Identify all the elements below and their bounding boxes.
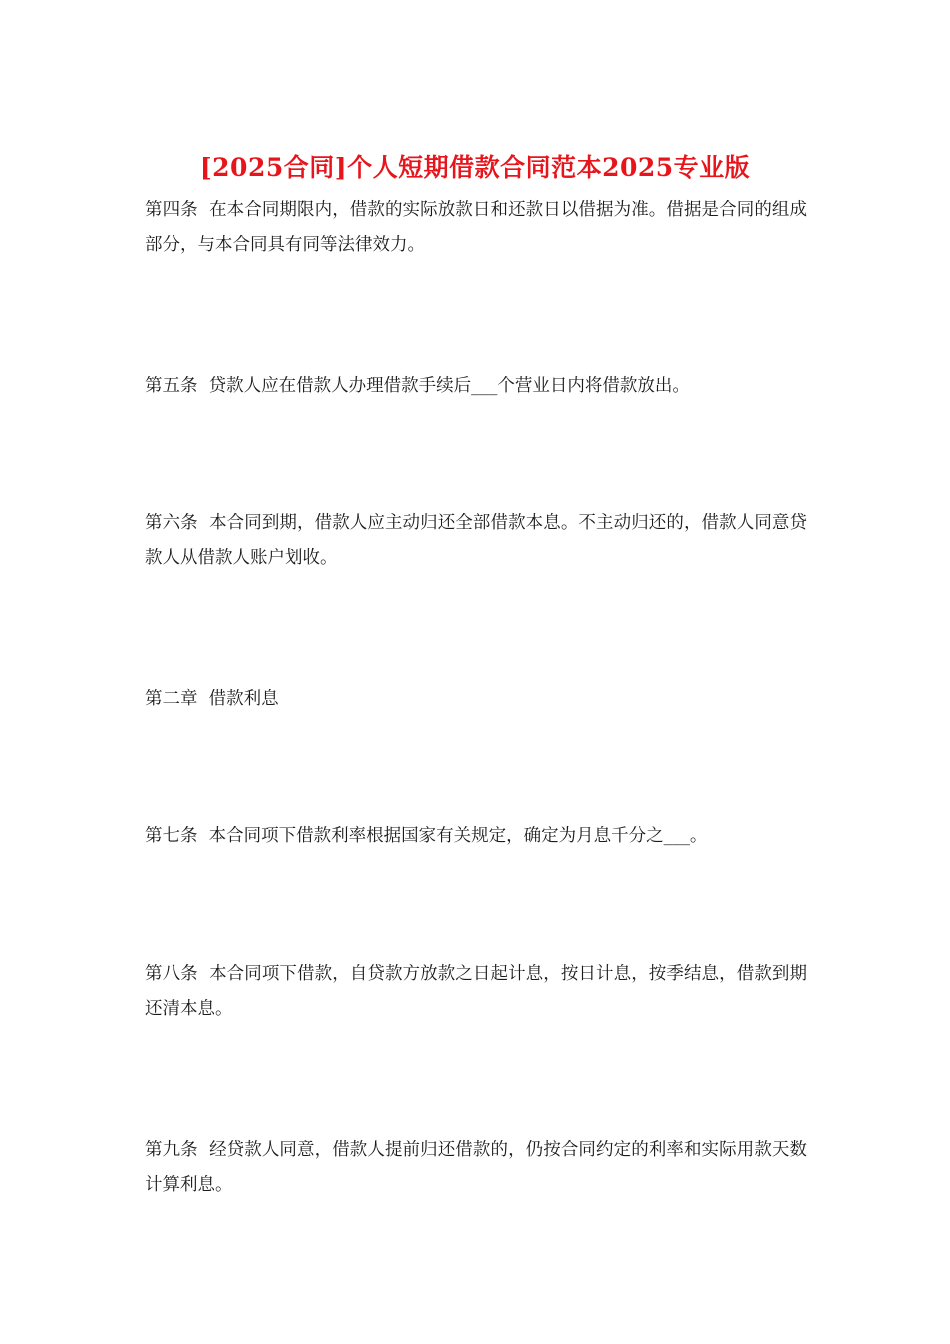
- clause-6: 第六条 本合同到期，借款人应主动归还全部借款本息。不主动归还的，借款人同意贷款人从借款人账户划收。: [145, 513, 807, 568]
- document-title: [2025合同]个人短期借款合同范本2025专业版: [199, 153, 751, 182]
- clause-9: 第九条 经贷款人同意，借款人提前归还借款的，仍按合同约定的利率和实际用款天数计算利息。: [145, 1140, 807, 1195]
- clause-4: 第四条 在本合同期限内，借款的实际放款日和还款日以借据为准。借据是合同的组成部分，与本合同具有同等法律效力。: [145, 200, 807, 255]
- clause-5: 第五条 贷款人应在借款人办理借款手续后___个营业日内将借款放出。: [145, 376, 690, 396]
- clause-8: 第八条 本合同项下借款，自贷款方放款之日起计息，按日计息，按季结息，借款到期还清本息。: [145, 964, 807, 1019]
- chapter-2-heading: 第二章 借款利息: [145, 689, 279, 709]
- clause-7: 第七条 本合同项下借款利率根据国家有关规定，确定为月息千分之___。: [145, 826, 708, 846]
